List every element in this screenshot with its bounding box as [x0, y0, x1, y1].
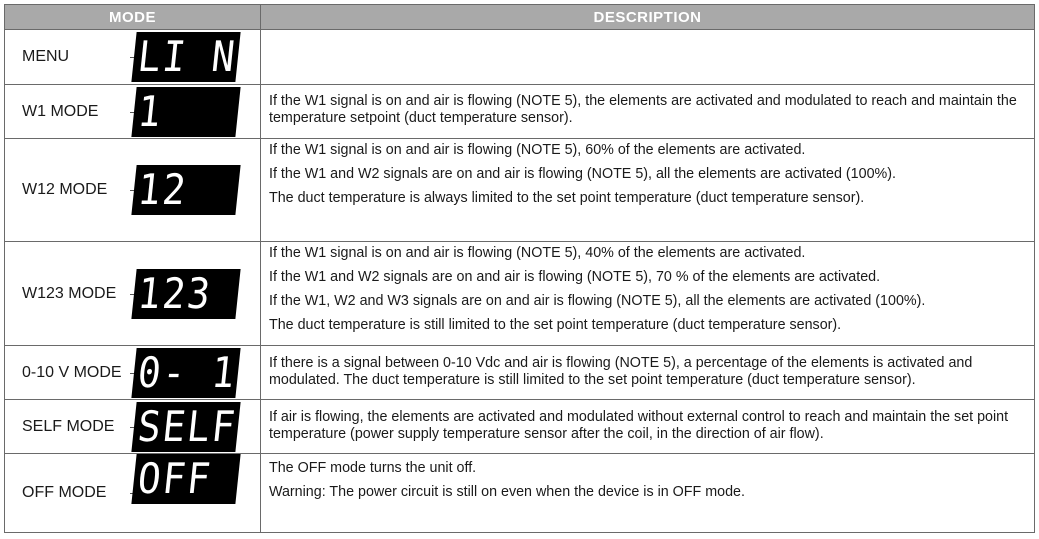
mode-cell [5, 85, 261, 139]
lcd-text: 12 [135, 165, 190, 214]
mode-header: MODE [5, 5, 261, 30]
description-text: The duct temperature is always limited to the set point temperature (duct temperature sensor). [269, 190, 865, 206]
mode-cell [5, 454, 261, 533]
lcd-display [131, 32, 264, 82]
description-text: The duct temperature is still limited to the set point temperature (duct temperature sensor). [269, 317, 842, 333]
mode-cell [5, 346, 264, 400]
table-row [5, 85, 1035, 139]
mode-label: OFF MODE [22, 484, 107, 501]
description-text: If the W1 and W2 signals are on and air is flowing (NOTE 5), all the elements are activated (100%). [269, 166, 896, 182]
description-cell [261, 242, 1035, 346]
mode-cell [5, 242, 261, 346]
mode-cell [5, 400, 261, 454]
lcd-text: 123 [135, 268, 215, 318]
description-cell [261, 454, 1035, 533]
mode-cell [5, 30, 264, 85]
description-text: If the W1 signal is on and air is flowing (NOTE 5), 40% of the elements are activated. [269, 245, 806, 261]
lcd-text: SELF [135, 401, 239, 451]
table-row [5, 30, 1035, 85]
mode-label: W12 MODE [22, 181, 108, 198]
mode-label: 0-10 V MODE [22, 363, 122, 381]
description-text: If the W1 signal is on and air is flowing (NOTE 5), 60% of the elements are activated. [269, 142, 806, 158]
description-text: If the W1, W2 and W3 signals are on and air is flowing (NOTE 5), all the elements are activated (100%). [269, 293, 926, 309]
description-text: If air is flowing, the elements are activated and modulated without external control to reach and maintain the set point temperature (power supply temperature sensor after the coil, in the direction of air flow). [269, 409, 1009, 442]
modes-table [4, 4, 1035, 533]
mode-label: MENU [22, 48, 70, 65]
description-cell [261, 139, 1035, 242]
lcd-display [131, 402, 240, 452]
table-row [5, 346, 1035, 400]
lcd-display [131, 347, 264, 398]
lcd-display [131, 165, 240, 215]
lcd-display [131, 269, 240, 319]
table-row [5, 139, 1035, 242]
description-header: DESCRIPTION [261, 5, 1035, 30]
description-text: The OFF mode turns the unit off. [269, 460, 477, 476]
description-text: If there is a signal between 0-10 Vdc and air is flowing (NOTE 5), a percentage of the elements is activated and modulated. The duct temperature is still limited to the set point temperature (duct temperature sensor). [269, 355, 973, 388]
lcd-display [131, 87, 240, 137]
lcd-text: 1 [135, 86, 166, 136]
description-text: If the W1 signal is on and air is flowing (NOTE 5), the elements are activated and modulated to reach and maintain the temperature setpoint (duct temperature sensor). [269, 93, 1017, 126]
mode-label: W1 MODE [22, 102, 99, 120]
description-cell [261, 400, 1035, 454]
table-row [5, 242, 1035, 346]
description-cell [261, 85, 1035, 139]
mode-cell [5, 139, 261, 242]
table-row [5, 400, 1035, 454]
description-text: If the W1 and W2 signals are on and air is flowing (NOTE 5), 70 % of the elements are activated. [269, 269, 881, 285]
header-row [5, 5, 1035, 30]
description-cell [261, 30, 1035, 85]
lcd-text: 0- 10 [135, 347, 264, 397]
description-text: Warning: The power circuit is still on even when the device is in OFF mode. [269, 484, 745, 500]
mode-label: SELF MODE [22, 417, 115, 435]
lcd-text: OFF [135, 454, 215, 503]
table-row [5, 454, 1035, 533]
mode-label: W123 MODE [22, 284, 117, 302]
lcd-display [131, 454, 240, 504]
lcd-text: LI NE [135, 32, 264, 81]
description-cell [261, 346, 1035, 400]
